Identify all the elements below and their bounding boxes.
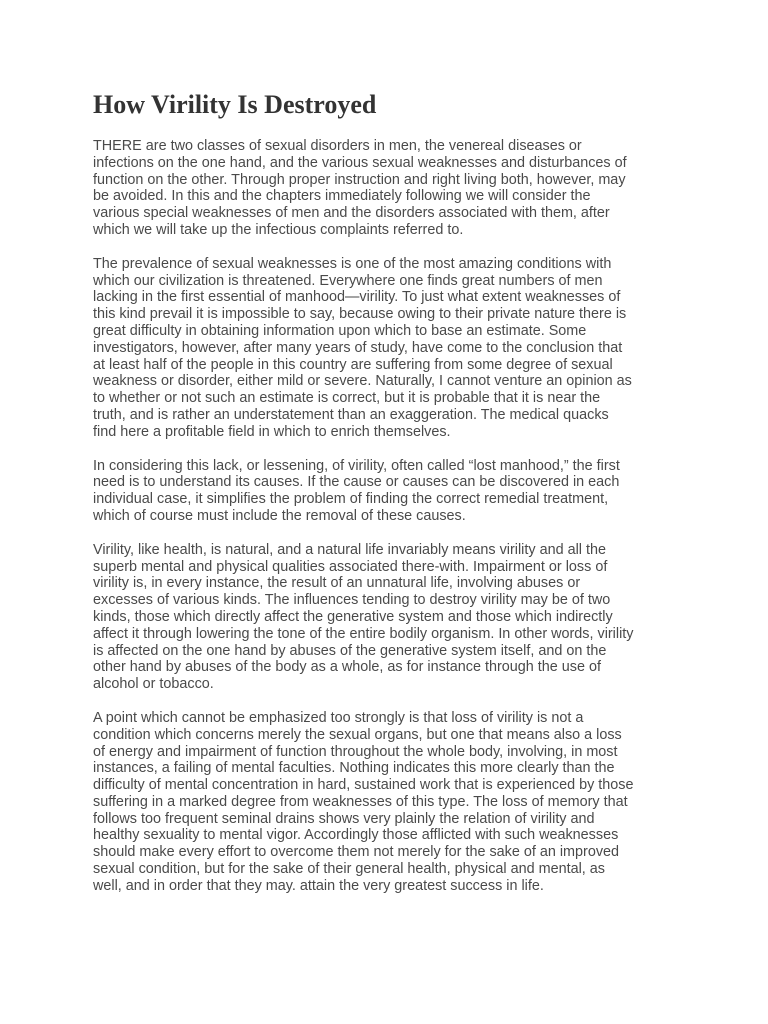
paragraph <box>93 710 689 895</box>
paragraph-line: which our civilization is threatened. Everywhere one finds great numbers of men <box>93 272 603 289</box>
paragraph-line: follows too frequent seminal drains shows very plainly the relation of virility and <box>93 810 595 827</box>
paragraph-line: great difficulty in obtaining information upon which to base an estimate. Some <box>93 322 587 339</box>
paragraph-line: to whether or not such an estimate is correct, but it is probable that it is near the <box>93 390 601 407</box>
paragraph-line: various special weaknesses of men and the disorders associated with them, after <box>93 205 610 222</box>
paragraph-line: affect it through lowering the tone of the entire bodily organism. In other words, virility <box>93 625 634 642</box>
paragraph <box>93 458 689 525</box>
paragraph-line: In considering this lack, or lessening, of virility, often called “lost manhood,” the first <box>93 457 620 474</box>
paragraph <box>93 256 689 441</box>
paragraph-line: well, and in order that they may. attain the very greatest success in life. <box>93 877 544 894</box>
paragraph-line: sexual condition, but for the sake of their general health, physical and mental, as <box>93 861 605 878</box>
paragraph-line: is affected on the one hand by abuses of the generative system itself, and on the <box>93 642 607 659</box>
paragraph-line: instances, a failing of mental faculties. Nothing indicates this more clearly than the <box>93 760 615 777</box>
paragraph-line: healthy sexuality to mental vigor. Accordingly those afflicted with such weaknesses <box>93 827 619 844</box>
paragraph <box>93 542 689 693</box>
paragraph-line: suffering in a marked degree from weaknesses of this type. The loss of memory that <box>93 793 628 810</box>
paragraph-line: infections on the one hand, and the various sexual weaknesses and disturbances of <box>93 154 627 171</box>
paragraph-line: lacking in the first essential of manhood—virility. To just what extent weaknesses of <box>93 289 621 306</box>
paragraph-line: excesses of various kinds. The influences tending to destroy virility may be of two <box>93 592 611 609</box>
paragraph-line: which we will take up the infectious complaints referred to. <box>93 221 464 238</box>
paragraph-line: other hand by abuses of the body as a whole, as for instance through the use of <box>93 659 602 676</box>
paragraph-line: alcohol or tobacco. <box>93 676 214 693</box>
article-body <box>93 138 689 912</box>
paragraph-line: difficulty of mental concentration in hard, sustained work that is experienced by those <box>93 777 634 794</box>
page-title: How Virility Is Destroyed <box>93 90 377 119</box>
paragraph-line: this kind prevail it is impossible to say, because owing to their private nature there is <box>93 306 627 323</box>
paragraph-line: A point which cannot be emphasized too strongly is that loss of virility is not a <box>93 709 584 726</box>
paragraph-line: individual case, it simplifies the problem of finding the correct remedial treatment, <box>93 491 609 508</box>
paragraph-line: at least half of the people in this country are suffering from some degree of sexual <box>93 356 613 373</box>
paragraph-line: find here a profitable field in which to enrich themselves. <box>93 423 451 440</box>
paragraph-line: superb mental and physical qualities associated there-with. Impairment or loss of <box>93 558 608 575</box>
paragraph-line: investigators, however, after many years of study, have come to the conclusion that <box>93 339 623 356</box>
paragraph-line: be avoided. In this and the chapters immediately following we will consider the <box>93 188 591 205</box>
paragraph-line: Virility, like health, is natural, and a natural life invariably means virility and all the <box>93 541 606 558</box>
paragraph-line: THERE are two classes of sexual disorders in men, the venereal diseases or <box>93 138 582 154</box>
paragraph-line: of energy and impairment of function throughout the whole body, involving, in most <box>93 743 618 760</box>
paragraph-line: The prevalence of sexual weaknesses is one of the most amazing conditions with <box>93 255 612 272</box>
paragraph-line: condition which concerns merely the sexual organs, but one that means also a loss <box>93 726 622 743</box>
paragraph-line: truth, and is rather an understatement than an exaggeration. The medical quacks <box>93 406 609 423</box>
paragraph-line: virility is, in every instance, the result of an unnatural life, involving abuses or <box>93 575 581 592</box>
paragraph-line: kinds, those which directly affect the generative system and those which indirectly <box>93 608 613 625</box>
paragraph-line: should make every effort to overcome them not merely for the sake of an improved <box>93 844 620 861</box>
paragraph-line: need is to understand its causes. If the cause or causes can be discovered in each <box>93 474 620 491</box>
paragraph <box>93 138 689 239</box>
paragraph-line: function on the other. Through proper instruction and right living both, however, may <box>93 171 626 188</box>
paragraph-line: which of course must include the removal of these causes. <box>93 507 466 524</box>
paragraph-line: weakness or disorder, either mild or severe. Naturally, I cannot venture an opinion as <box>93 373 632 390</box>
